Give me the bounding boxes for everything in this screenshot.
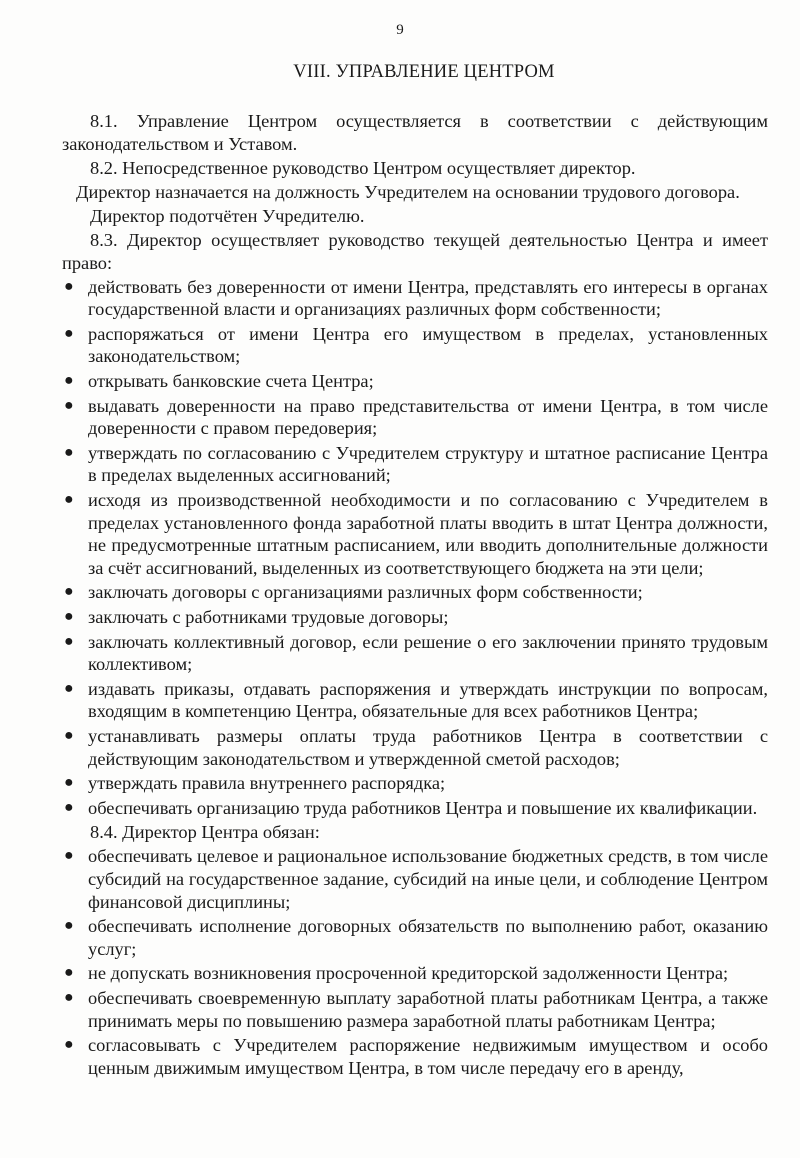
list-item: ● обеспечивать целевое и рациональное использование бюджетных средств, в том числе субсидий на государственное задание, субсидий на иные цели, и соблюдение Центром финансовой дисциплины; [64, 846, 768, 912]
bullet-icon: ● [64, 443, 74, 461]
list-item: ● открывать банковские счета Центра; [64, 371, 374, 392]
list-item: ● заключать с работниками трудовые договоры; [64, 606, 449, 627]
bullet-icon: ● [64, 632, 74, 650]
bullet-icon: ● [64, 847, 74, 865]
list-item: ● утверждать правила внутреннего распорядка; [64, 773, 446, 794]
list-item: ● не допускать возникновения просроченной кредиторской задолженности Центра; [64, 963, 729, 984]
list-item: ● исходя из производственной необходимости и по согласованию с Учредителем в пределах установленного фонда заработной платы вводить в штат Центра должности, не предусмотренные штатным расписанием, или вводить дополнительные должности за счёт ассигнований, выделенных из соответствующего бюджета на эти цели; [64, 490, 768, 578]
bullet-icon: ● [64, 988, 74, 1006]
bullet-icon: ● [64, 774, 74, 792]
list-item: ● устанавливать размеры оплаты труда работников Центра в соответствии с действующим законодательством и утвержденной сметой расходов; [64, 725, 768, 769]
bullet-icon: ● [64, 277, 74, 295]
bullet-icon: ● [64, 583, 74, 601]
list-item: ● согласовывать с Учредителем распоряжение недвижимым имуществом и особо ценным движимым имуществом Центра, в том числе передачу его в аренду, [64, 1035, 768, 1078]
list-item: ● выдавать доверенности на право представительства от имени Центра, в том числе доверенности с правом передоверия; [64, 395, 768, 439]
list-item: ● действовать без доверенности от имени Центра, представлять его интересы в органах государственной власти и организациях различных форм собственности; [64, 276, 768, 320]
bullet-icon: ● [64, 726, 74, 744]
bullet-icon: ● [64, 372, 74, 390]
bullet-icon: ● [64, 324, 74, 342]
bullet-icon: ● [64, 396, 74, 414]
bullet-icon: ● [64, 607, 74, 625]
list-item: ● обеспечивать исполнение договорных обязательств по выполнению работ, оказанию услуг; [64, 916, 768, 959]
paragraph-8-2: 8.2. Непосредственное руководство Центром осуществляет директор. [90, 157, 636, 178]
bullet-icon: ● [64, 917, 74, 935]
paragraph-director-accountable: Директор подотчётен Учредителю. [90, 205, 365, 226]
list-item: ● обеспечивать своевременную выплату заработной платы работникам Центра, а также принимать меры по повышению размера заработной платы работникам Центра; [64, 987, 768, 1031]
bullet-icon: ● [64, 491, 74, 508]
paragraph-director-appointed: Директор назначается на должность Учредителем на основании трудового договора. [76, 181, 740, 202]
page-number: 9 [396, 22, 404, 38]
rights-list [62, 276, 768, 820]
list-item: ● утверждать по согласованию с Учредителем структуру и штатное расписание Центра в пределах выделенных ассигнований; [64, 442, 768, 486]
list-item: ● распоряжаться от имени Центра его имуществом в пределах, установленных законодательством; [64, 323, 768, 367]
paragraph-8-3: 8.3. Директор осуществляет руководство текущей деятельностью Центра и имеет право: [62, 229, 768, 273]
list-item: ● заключать коллективный договор, если решение о его заключении принято трудовым коллективом; [64, 631, 768, 675]
section-title: VIII. УПРАВЛЕНИЕ ЦЕНТРОМ [293, 62, 555, 82]
bullet-icon: ● [64, 679, 74, 697]
paragraph-8-4: 8.4. Директор Центра обязан: [90, 822, 320, 843]
bullet-icon: ● [64, 964, 74, 982]
list-item: ● обеспечивать организацию труда работников Центра и повышение их квалификации. [64, 797, 758, 818]
document-body [62, 110, 768, 1081]
bullet-icon: ● [64, 798, 74, 816]
list-item: ● заключать договоры с организациями различных форм собственности; [64, 582, 643, 603]
duties-list [62, 845, 768, 1079]
list-item: ● издавать приказы, отдавать распоряжения и утверждать инструкции по вопросам, входящим в компетенцию Центра, обязательные для всех работников Центра; [64, 678, 768, 722]
bullet-icon: ● [64, 1036, 74, 1054]
paragraph-8-1: 8.1. Управление Центром осуществляется в соответствии с действующим законодательством и Уставом. [62, 111, 768, 154]
